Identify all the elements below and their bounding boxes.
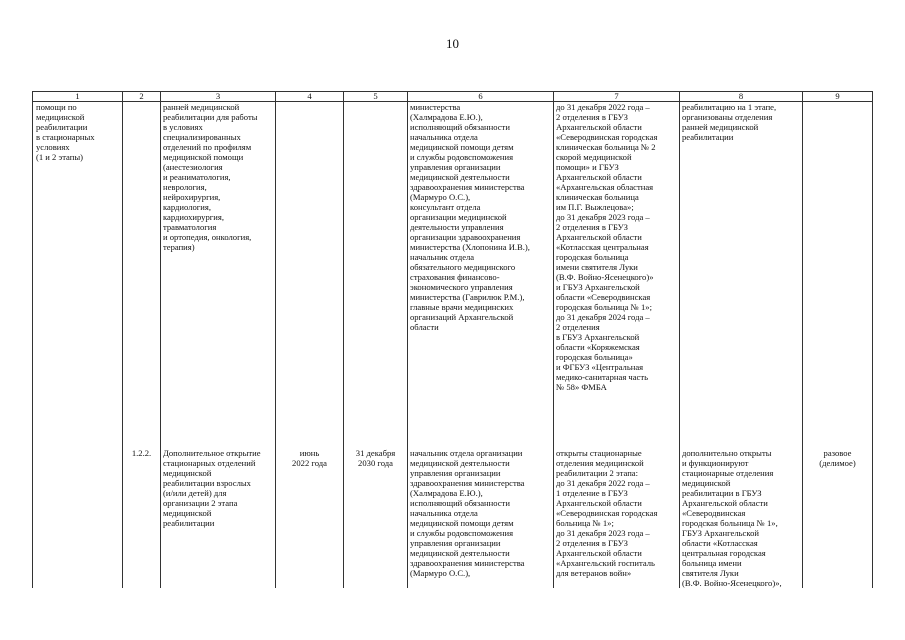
outcome-cell: дополнительно открыты и функционируют стационарные отделения медицинской реабилитации в ГБУЗ Архангельской области «Северодвинская городская больница № 1», ГБУЗ Архангельской области «Котласская центральная городская больница имени святителя Луки (В.Ф. Войно-Ясенецкого)», [680,414,803,588]
column-number: 9 [803,92,873,102]
column-number: 2 [123,92,161,102]
item-number-cell: 1.2.2. [123,414,161,588]
event-description-cell: Дополнительное открытие стационарных отделений медицинской реабилитации взрослых (и/или детей) для организации 2 этапа медицинской реабилитации [161,414,276,588]
table-row [33,102,873,415]
responsible-cell: начальник отдела организации медицинской деятельности управления организации здравоохранения министерства (Халмрадова Е.Ю.), исполняющий обязанности начальника отдела медицинской помощи детям и службы родовспоможения управления организации медицинской деятельности здравоохранения министерства (Мармуро О.С.), [408,414,554,588]
column-number: 3 [161,92,276,102]
type-cell [803,102,873,415]
result-cell: до 31 декабря 2022 года – 2 отделения в ГБУЗ Архангельской области «Северодвинская городская клиническая больница № 2 скорой медицинской помощи» и ГБУЗ Архангельской области «Архангельская областная клиническая больница им П.Г. Выжлецова»; до 31 декабря 2023 года – 2 отделения в ГБУЗ Архангельской области «Котласская центральная городская больница имени святителя Луки (В.Ф. Войно-Ясенецкого)» и ГБУЗ Архангельской области «Северодвинская городская больница № 1»; до 31 декабря 2024 года – 2 отделения в ГБУЗ Архангельской области «Коряжемская городская больница» и ФГБУЗ «Центральная медико-санитарная часть № 58» ФМБА [554,102,680,415]
responsible-cell: министерства (Халмрадова Е.Ю.), исполняющий обязанности начальника отдела медицинской помощи детям и службы родовспоможения управления организации медицинской деятельности здравоохранения министерства (Мармуро О.С.), консультант отдела организации медицинской деятельности управления организации здравоохранения министерства (Хлопонина И.В.), начальник отдела обязательного медицинского страхования финансово- экономического управления министерства (Гаврилюк Р.М.), главные врачи медицинских организаций Архангельской области [408,102,554,415]
outcome-cell: реабилитацию на 1 этапе, организованы отделения ранней медицинской реабилитации [680,102,803,415]
column-number: 5 [344,92,408,102]
page-number: 10 [446,36,459,51]
event-description-cell: ранней медицинской реабилитации для работы в условиях специализированных отделений по профилям медицинской помощи (анестезиология и реаниматология, неврология, нейрохирургия, кардиология, кардиохирургия, травматология и ортопедия, онкология, терапия) [161,102,276,415]
column-number: 6 [408,92,554,102]
column-number-row [33,92,873,102]
column-number: 4 [276,92,344,102]
start-date-cell: июнь 2022 года [276,414,344,588]
column-number: 7 [554,92,680,102]
plan-table [32,91,873,588]
start-date-cell [276,102,344,415]
event-name-cell [33,414,123,588]
result-cell: открыты стационарные отделения медицинской реабилитации 2 этапа: до 31 декабря 2022 года – 1 отделение в ГБУЗ Архангельской области «Северодвинская городская больница № 1»; до 31 декабря 2023 года – 2 отделения в ГБУЗ Архангельской области «Архангельский госпиталь для ветеранов войн» [554,414,680,588]
event-name-cell: помощи по медицинской реабилитации в стационарных условиях (1 и 2 этапы) [33,102,123,415]
item-number-cell [123,102,161,415]
column-number: 1 [33,92,123,102]
end-date-cell [344,102,408,415]
type-cell: разовое (делимое) [803,414,873,588]
end-date-cell: 31 декабря 2030 года [344,414,408,588]
column-number: 8 [680,92,803,102]
table-row [33,414,873,588]
